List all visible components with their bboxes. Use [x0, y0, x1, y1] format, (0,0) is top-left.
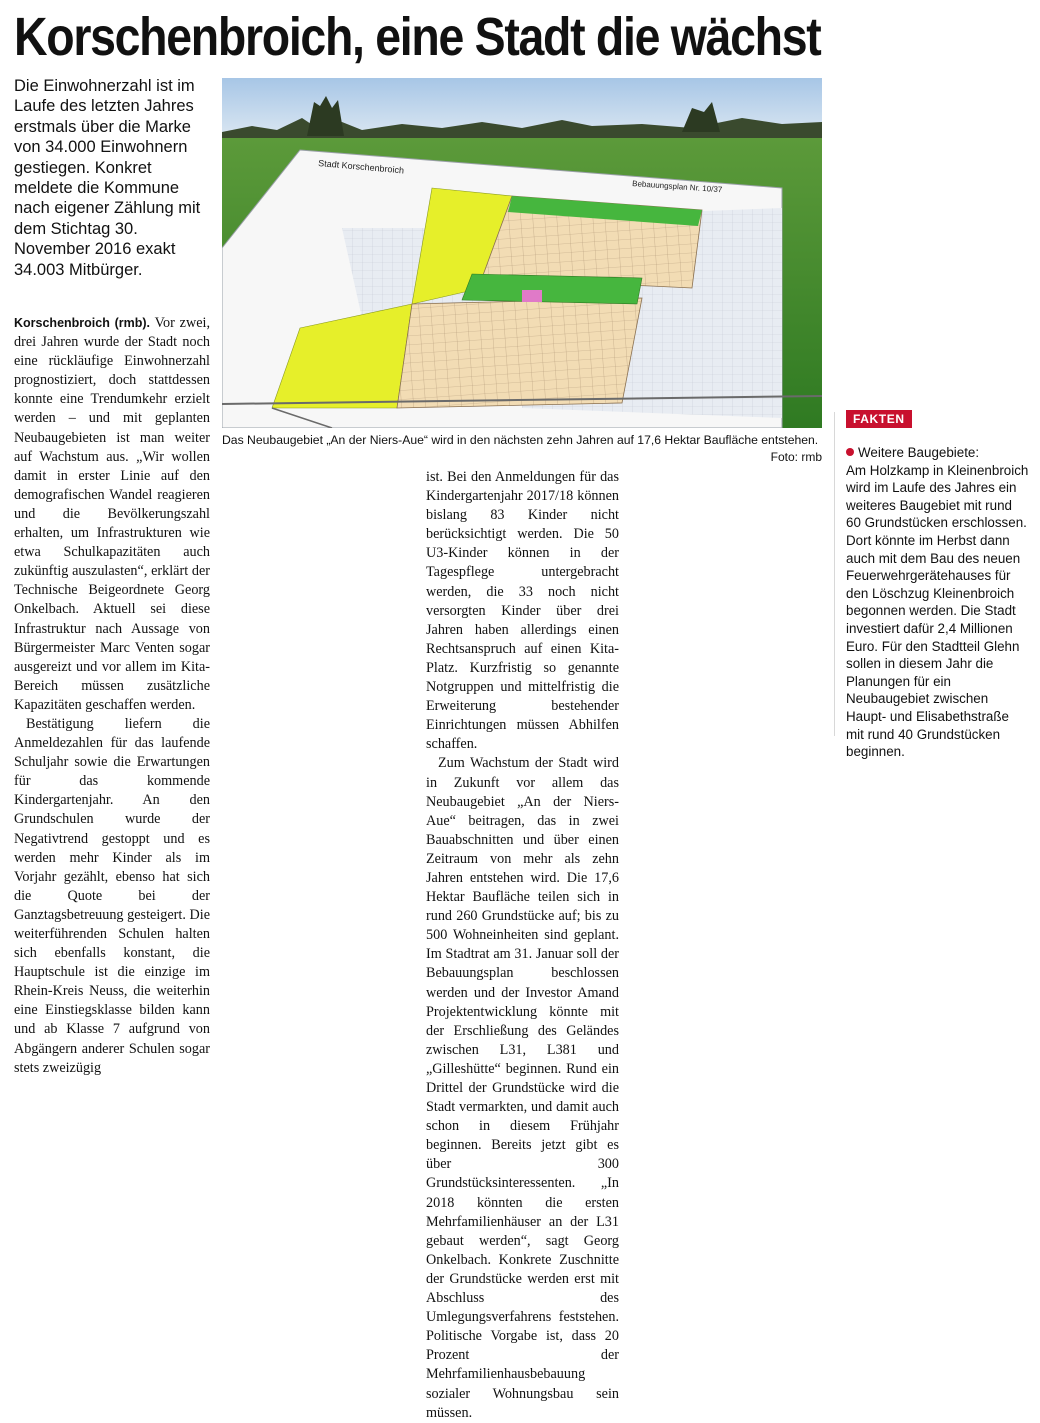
photo-caption: Das Neubaugebiet „An der Niers-Aue“ wird in den nächsten zehn Jahren auf 17,6 Hektar Baufläche entstehen. — [222, 433, 819, 447]
photo-credit: Foto: rmb — [770, 450, 822, 464]
headline: Korschenbroich, eine Stadt die wächst — [14, 7, 821, 67]
article-column-1 — [14, 314, 210, 1078]
facts-heading-row — [846, 444, 1030, 462]
bullet-icon — [846, 448, 854, 456]
photo-development-plan — [222, 78, 822, 428]
dateline: Korschenbroich (rmb). — [14, 316, 151, 330]
lead-paragraph: Die Einwohnerzahl ist im Laufe des letzten Jahres erstmals über die Marke von 34.000 Einwohnern gestiegen. Konkret meldete die Kommune nach eigener Zählung mit dem Stichtag 30. November 2016 exakt 34.003 Mitbürger. — [14, 77, 201, 279]
paragraph-text: Vor zwei, drei Jahren wurde der Stadt noch eine rückläufige Einwohnerzahl prognostiziert, doch stattdessen konnte eine Trendumkehr erzielt werden – und mit geplanten Neubaugebieten ist man weiter auf Wachstum aus. „Wir wollen damit in erster Linie auf den demografischen Wandel reagieren und die Bevölkerungszahl erhalten, um Infrastrukturen wie etwa Schulkapazitäten auch zukünftig auszulasten“, erklärt der Technische Beigeordnete Georg Onkelbach. Aktuell sei diese Infrastruktur nach Aussage von Bürgermeister Marc Venten sogar ausgereizt und vor allem im Kita-Bereich müssen zusätzliche Kapazitäten geschaffen werden. — [14, 315, 210, 713]
plan-sheet — [222, 150, 822, 428]
facts-badge: FAKTEN — [846, 410, 912, 428]
article-paragraph — [14, 314, 210, 715]
facts-body: Am Holzkamp in Kleinenbroich wird im Laufe des Jahres ein weiteres Baugebiet mit rund 60 Grundstücken erschlossen. Dort könnte im Herbst dann auch mit dem Bau des neuen Feuerwehrgerätehauses für den Löschzug Kleinenbroich begonnen werden. Die Stadt investiert dafür 2,4 Millionen Euro. Für den Stadtteil Glehn sollen in diesem Jahr die Planungen für ein Neubaugebiet zwischen Haupt- und Elisabethstraße mit rund 40 Grundstücken beginnen. — [846, 462, 1029, 760]
facts-heading: Weitere Baugebiete: — [858, 445, 980, 460]
article-paragraph-4: Zum Wachstum der Stadt wird in Zukunft vor allem das Neubaugebiet „An der Niers-Aue“ beitragen, das in zwei Bauabschnitten und über einen Zeitraum von mehr als zehn Jahren entstehen wird. Die 17,6 Hektar Baufläche teilen sich in rund 260 Grundstücke auf; bis zu 500 Wohneinheiten sind geplant. Im Stadtrat am 31. Januar soll der Bebauungsplan beschlossen werden und der Investor Amand Projektentwicklung könnte mit der Erschließung des Geländes zwischen L31, L381 und „Gilleshütte“ beginnen. Rund ein Drittel der Grundstücke wird die Stadt vermarkten, und damit auch schon in diesem Frühjahr beginnen. Bereits jetzt gibt es über 300 Grundstücksinteressenten. „In 2018 könnten die ersten Mehrfamilienhäuser an der L31 gebaut werden“, sagt Georg Onkelbach. Konkrete Zuschnitte der Grundstücke werden erst mit Abschluss des Umlegungsverfahrens feststehen. Politische Vorgabe ist, dass 20 Prozent der Mehrfamilienhausbebauung sozialer Wohnungsbau sein müssen. — [426, 755, 619, 1421]
facts-box — [846, 444, 1030, 761]
plan-label: Bebauungsplan Nr. 10/37 — [631, 179, 723, 195]
article-paragraph-3: ist. Bei den Anmeldungen für das Kindergartenjahr 2017/18 können bislang 83 Kinder nicht berücksichtigt werden. Die 50 U3-Kinder können in der Tagespflege untergebracht werden, die 33 noch nicht versorgten Kinder über drei Jahren haben allerdings einen Rechtsanspruch auf einen Kita-Platz. Kurzfristig so genannte Notgruppen und mittelfristig die Erweiterung bestehender Einrichtungen müssen Abhilfen schaffen. — [426, 469, 619, 753]
map-title: Stadt Korschenbroich — [317, 158, 405, 176]
article-column-3 — [426, 468, 619, 1423]
article-paragraph-2: Bestätigung liefern die Anmeldezahlen für das laufende Schuljahr sowie die Erwartungen für das kommende Kindergartenjahr. An den Grundschulen wurde der Negativtrend gestoppt und es werden mehr Kinder als im Vorjahr gezählt, ebenso hat sich die Quote bei der Ganztagsbetreuung gesteigert. Die weiterführenden Schulen halten sich ebenfalls konstant, die Hauptschule ist die einzige im Rhein-Kreis Neuss, die weiterhin eine Einstiegsklasse bilden kann und ab Klasse 7 aufgrund von Abgängern anderer Schulen sogar stets zweizügig — [14, 715, 210, 1076]
divider — [834, 412, 835, 736]
